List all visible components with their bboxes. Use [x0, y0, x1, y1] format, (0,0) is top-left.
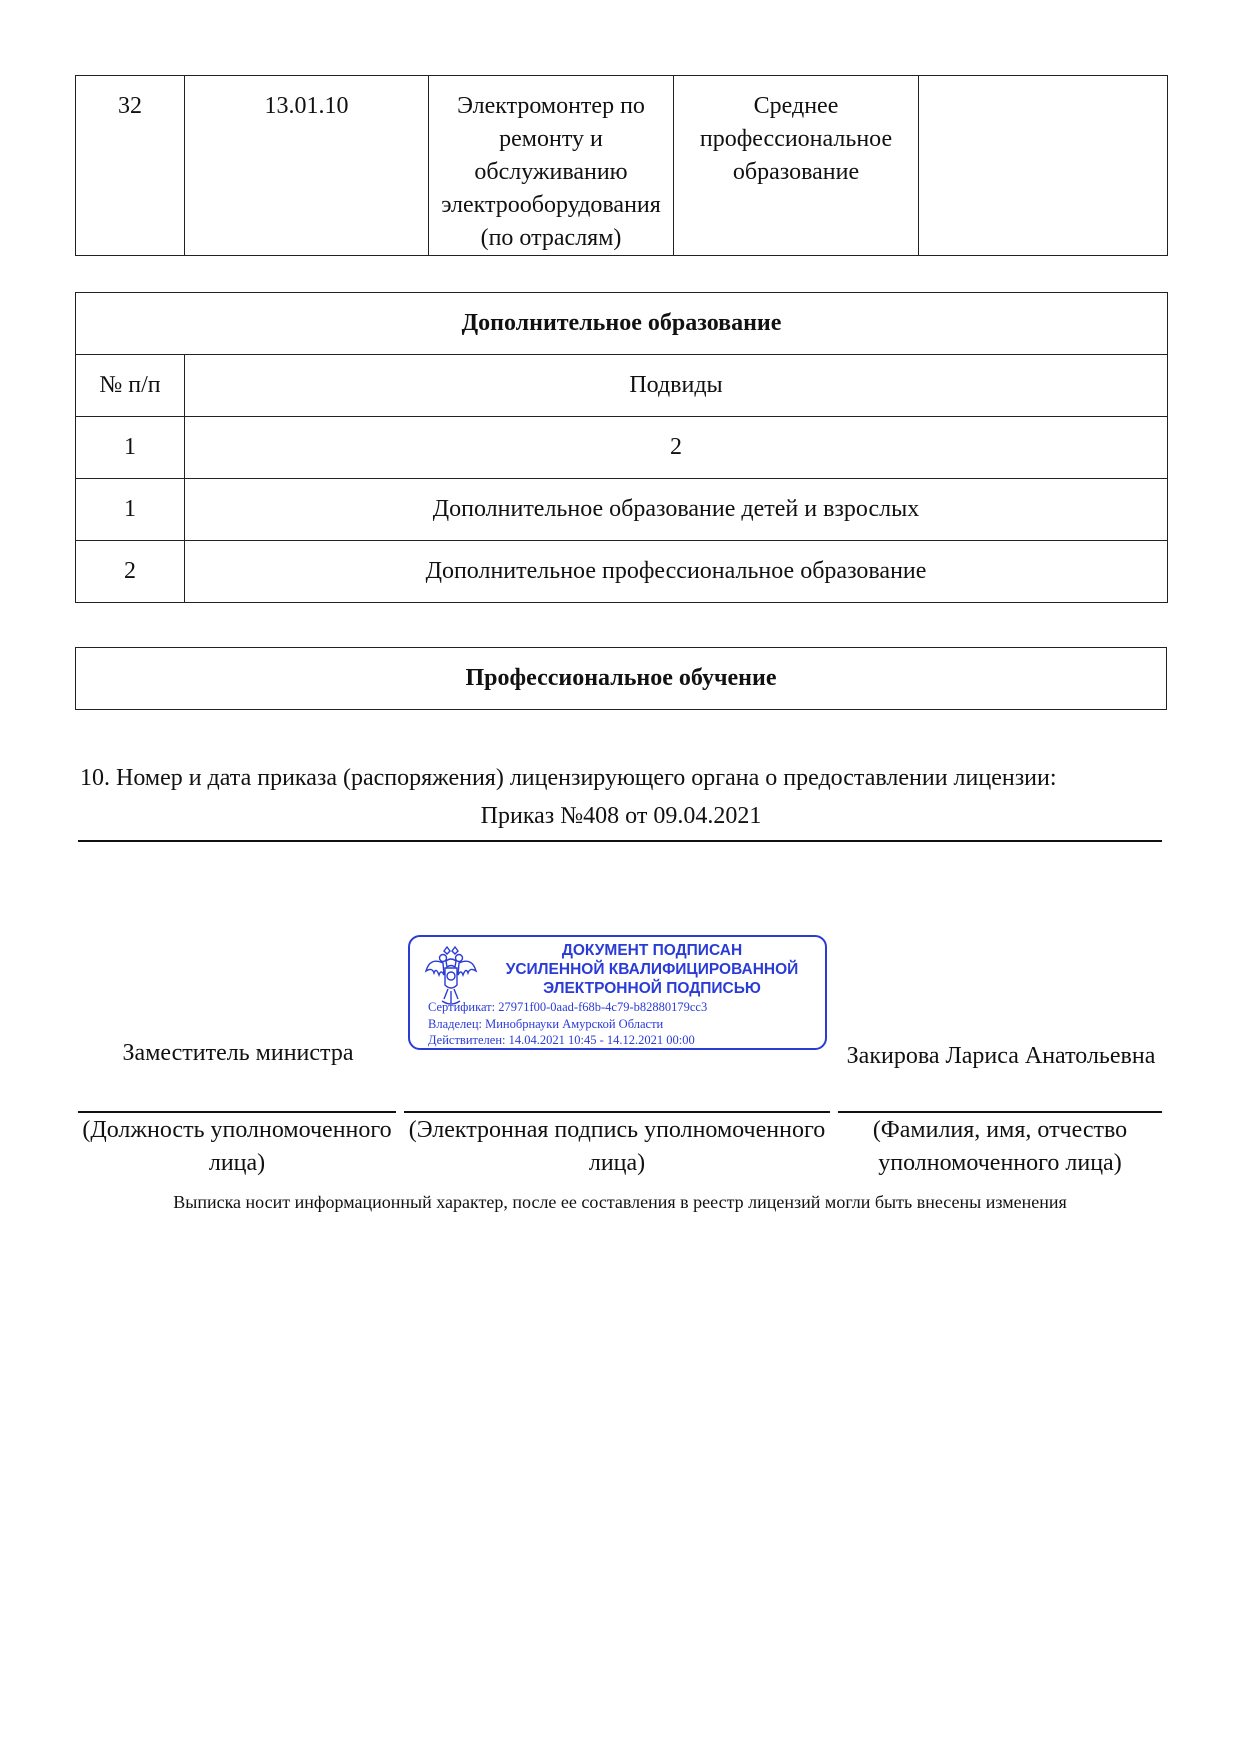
stamp-details — [428, 999, 707, 1049]
section-title: Профессиональное обучение — [465, 665, 777, 691]
table-row — [76, 479, 1168, 541]
extra-cell — [919, 76, 1168, 256]
additional-education-table — [75, 292, 1168, 603]
certificate-validity: Действителен: 14.04.2021 10:45 - 14.12.2021 00:00 — [428, 1033, 695, 1047]
programs-table — [75, 75, 1168, 256]
position-underline — [78, 1111, 396, 1113]
index-cell: 2 — [185, 417, 1168, 479]
subtype-name: Дополнительное профессиональное образование — [185, 541, 1168, 603]
disclaimer-note: Выписка носит информационный характер, после ее составления в реестр лицензий могли быть внесены изменения — [173, 1192, 1067, 1212]
professional-training-section — [75, 647, 1167, 710]
table-title-row — [76, 293, 1168, 355]
education-level: Среднее профессиональное образование — [674, 76, 919, 256]
subtype-name: Дополнительное образование детей и взрослых — [185, 479, 1168, 541]
certificate-owner: Владелец: Минобрнауки Амурской Области — [428, 1016, 664, 1031]
name-underline — [838, 1111, 1162, 1113]
row-number: 32 — [76, 76, 185, 256]
stamp-title — [482, 941, 822, 998]
stamp-title-line: ЭЛЕКТРОННОЙ ПОДПИСЬЮ — [543, 980, 761, 997]
table-header-row — [76, 355, 1168, 417]
row-number: 1 — [76, 479, 185, 541]
name-caption: (Фамилия, имя, отчество уполномоченного лица) — [872, 1117, 1128, 1176]
column-header: № п/п — [76, 355, 185, 417]
signature-underline — [404, 1111, 830, 1113]
position-caption: (Должность уполномоченного лица) — [82, 1117, 392, 1176]
program-name: Электромонтер по ремонту и обслуживанию электрооборудования (по отраслям) — [429, 76, 674, 256]
table-index-row — [76, 417, 1168, 479]
column-header: Подвиды — [185, 355, 1168, 417]
order-underline — [78, 840, 1162, 842]
program-code: 13.01.10 — [185, 76, 429, 256]
electronic-signature-stamp — [408, 935, 827, 1050]
signatory-name: Закирова Лариса Анатольевна — [846, 1043, 1156, 1069]
stamp-title-line: ДОКУМЕНТ ПОДПИСАН — [561, 942, 743, 959]
section-title: Дополнительное образование — [76, 293, 1168, 355]
index-cell: 1 — [76, 417, 185, 479]
signature-caption: (Электронная подпись уполномоченного лица) — [408, 1117, 826, 1176]
order-value: Приказ №408 от 09.04.2021 — [480, 803, 762, 829]
stamp-title-line: УСИЛЕННОЙ КВАЛИФИЦИРОВАННОЙ — [505, 961, 799, 978]
row-number: 2 — [76, 541, 185, 603]
table-row — [76, 541, 1168, 603]
order-heading: 10. Номер и дата приказа (распоряжения) лицензирующего органа о предоставлении лицензии: — [80, 765, 1057, 791]
signatory-position: Заместитель министра — [122, 1040, 354, 1066]
certificate-number: Сертификат: 27971f00-0aad-f68b-4c79-b82880179cc3 — [428, 1000, 708, 1014]
table-row — [76, 76, 1168, 256]
